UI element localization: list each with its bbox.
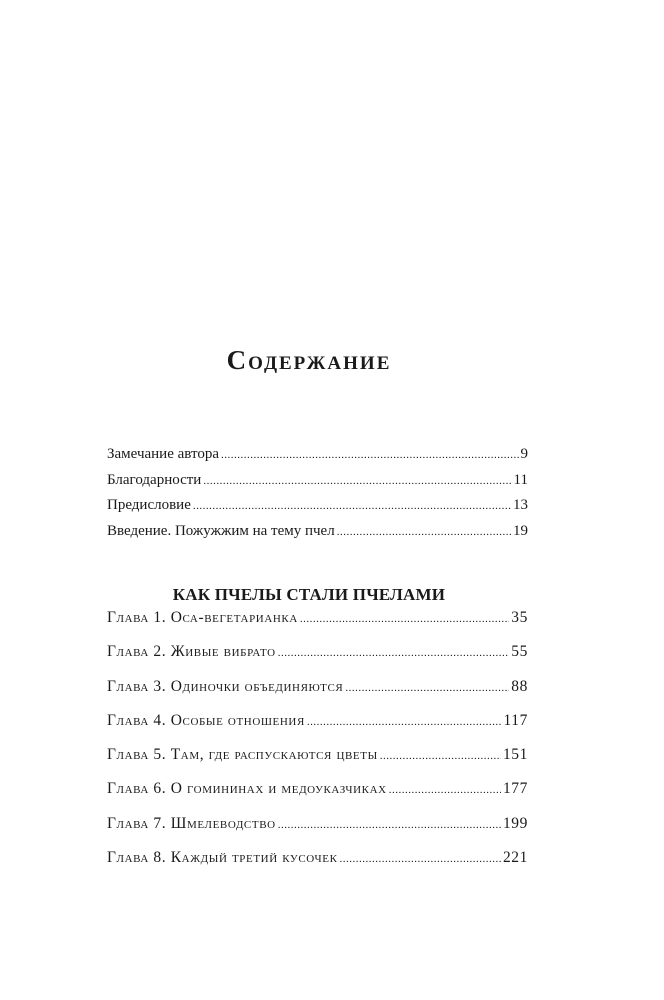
chapter-title: Глава 8. Каждый третий кусочек — [107, 849, 338, 867]
chapter-page: 88 — [511, 677, 528, 695]
chapter-entry[interactable] — [107, 710, 528, 744]
chapter-entry[interactable] — [107, 744, 528, 778]
toc-entry-title: Введение. Пожужжим на тему пчел — [107, 522, 335, 539]
chapter-title: Глава 7. Шмелеводство — [107, 814, 276, 832]
toc-entry[interactable] — [107, 520, 528, 546]
dot-leader — [278, 642, 510, 664]
chapter-entry[interactable] — [107, 676, 528, 710]
toc-entry-page: 19 — [513, 522, 528, 539]
dot-leader — [193, 495, 511, 517]
dot-leader — [203, 470, 511, 492]
chapter-entry[interactable] — [107, 813, 528, 847]
dot-leader — [340, 848, 501, 870]
chapter-title: Глава 4. Особые отношения — [107, 711, 305, 729]
dot-leader — [380, 745, 501, 767]
dot-leader — [307, 711, 502, 733]
chapter-entry[interactable] — [107, 847, 528, 881]
chapter-page: 199 — [502, 814, 528, 832]
toc-entry[interactable] — [107, 443, 528, 469]
dot-leader — [337, 521, 511, 543]
toc-entry[interactable] — [107, 494, 528, 520]
toc-entry-page: 9 — [520, 446, 528, 462]
chapter-title: Глава 3. Одиночки объединяются — [107, 677, 344, 695]
chapter-entry[interactable] — [107, 641, 528, 675]
chapter-entry[interactable] — [107, 778, 528, 812]
chapter-list — [107, 607, 528, 881]
part-heading: КАК ПЧЕЛЫ СТАЛИ ПЧЕЛАМИ — [172, 585, 446, 605]
chapter-title: Глава 5. Там, где распускаются цветы — [107, 746, 378, 764]
dot-leader — [221, 444, 519, 466]
page-title: Содержание — [226, 345, 392, 376]
toc-entry-title: Предисловие — [107, 497, 191, 513]
chapter-page: 151 — [502, 746, 528, 764]
chapter-page: 117 — [503, 711, 528, 729]
toc-entry-page: 11 — [513, 471, 528, 488]
toc-entry[interactable] — [107, 469, 528, 495]
toc-entry-page: 13 — [513, 497, 528, 513]
chapter-page: 221 — [502, 849, 528, 867]
dot-leader — [300, 608, 509, 630]
chapter-entry[interactable] — [107, 607, 528, 641]
dot-leader — [278, 814, 501, 836]
toc-entry-title: Благодарности — [107, 471, 202, 488]
chapter-page: 35 — [511, 609, 528, 626]
chapter-title: Глава 2. Живые вибрато — [107, 643, 276, 661]
toc-entry-title: Замечание автора — [107, 446, 219, 462]
dot-leader — [345, 677, 509, 699]
dot-leader — [389, 779, 501, 801]
chapter-page: 55 — [511, 643, 528, 661]
chapter-page: 177 — [502, 780, 528, 798]
chapter-title: Глава 1. Оса-вегетарианка — [107, 609, 298, 626]
chapter-title: Глава 6. О гомининах и медоуказчиках — [107, 780, 387, 798]
front-matter-list — [107, 443, 528, 545]
